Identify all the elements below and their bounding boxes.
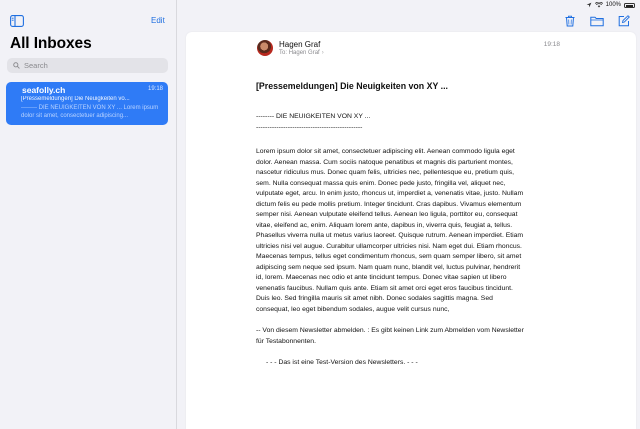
wifi-icon xyxy=(595,2,603,8)
list-item[interactable] xyxy=(6,82,168,125)
trash-icon[interactable] xyxy=(564,15,576,27)
avatar[interactable] xyxy=(257,40,273,56)
page-title: All Inboxes xyxy=(10,35,92,52)
battery-percent: 100% xyxy=(605,2,621,8)
search-icon xyxy=(13,62,20,69)
folder-icon[interactable] xyxy=(590,15,604,27)
body-rule: ----------------------------------------------- xyxy=(256,123,363,131)
unsubscribe-text: -- Von diesem Newsletter abmelden. : Es gibt keinen Link zum Abmelden vom Newsletter für Testabonnenten. xyxy=(256,327,524,345)
edit-button[interactable]: Edit xyxy=(151,16,165,25)
mail-preview: -------- DIE NEUIGKEITEN VON XY ... Lorem ipsum dolor sit amet, consectetuer adipiscing... xyxy=(21,105,159,119)
message-time: 19:18 xyxy=(543,41,560,48)
battery-icon xyxy=(624,3,635,8)
footer-text: - - - Das ist eine Test-Version des Newsletters. - - - xyxy=(266,359,418,366)
mail-subject: [Pressemeldungen] Die Neuigkeiten vo... xyxy=(21,96,130,102)
mail-time: 19:18 xyxy=(147,86,163,92)
message-body xyxy=(256,112,526,369)
status-right xyxy=(586,2,635,8)
mailbox-sidebar xyxy=(0,0,177,429)
message-view xyxy=(186,32,636,429)
to-label: To: xyxy=(279,50,288,56)
location-icon xyxy=(586,2,592,8)
search-input[interactable] xyxy=(24,61,164,70)
search-field[interactable] xyxy=(7,58,168,73)
sidebar-icon[interactable] xyxy=(10,15,24,27)
body-heading: -------- DIE NEUIGKEITEN VON XY ... xyxy=(256,113,371,120)
compose-icon[interactable] xyxy=(618,15,630,27)
mail-sender: seafolly.ch xyxy=(22,85,66,95)
body-text: Lorem ipsum dolor sit amet, consectetuer adipiscing elit. Aenean commodo ligula eget dolor. Aenean massa. Cum sociis natoque penatibus et magnis dis parturient montes, nascetur ridiculus mus. Donec quam felis, ultricies nec, pellentesque eu, pretium quis, sem. Nulla consequat massa quis enim. Donec pede justo, fringilla vel, aliquet nec, vulputate eget, arcu. In enim justo, rhoncus ut, imperdiet a, venenatis vitae, justo. Nullam dictum felis eu pede mollis pretium. Integer tincidunt. Cras dapibus. Vivamus elementum semper nisi. Aenean vulputate eleifend tellus. Aenean leo ligula, porttitor eu, consequat vitae, eleifend ac, enim. Aliquam lorem ante, dapibus in, viverra quis, feugiat a, tellus. Phasellus viverra nulla ut metus varius laoreet. Quisque rutrum. Aenean imperdiet. Etiam ultricies nisi vel augue. Curabitur ullamcorper ultricies nisi. Nam eget dui. Etiam rhoncus. Maecenas tempus, tellus eget condimentum rhoncus, sem quam semper libero, sit amet adipiscing sem neque sed ipsum. Nam quam nunc, blandit vel, luctus pulvinar, hendrerit id, lorem. Maecenas nec odio et ante tincidunt tempus. Donec vitae sapien ut libero venenatis faucibus. Nullam quis ante. Etiam sit amet orci eget eros faucibus tincidunt. Duis leo. Sed fringilla mauris sit amet nibh. Donec sodales sagittis magna. Sed consequat, leo eget bibendum sodales, augue velit cursus nunc, xyxy=(256,148,524,313)
chevron-right-icon: › xyxy=(321,50,324,56)
sender-name[interactable]: Hagen Graf xyxy=(279,40,321,49)
recipient-name: Hagen Graf xyxy=(288,50,320,56)
message-subject: [Pressemeldungen] Die Neuigkeiten von XY ... xyxy=(256,81,448,91)
recipient-line[interactable] xyxy=(279,50,324,56)
